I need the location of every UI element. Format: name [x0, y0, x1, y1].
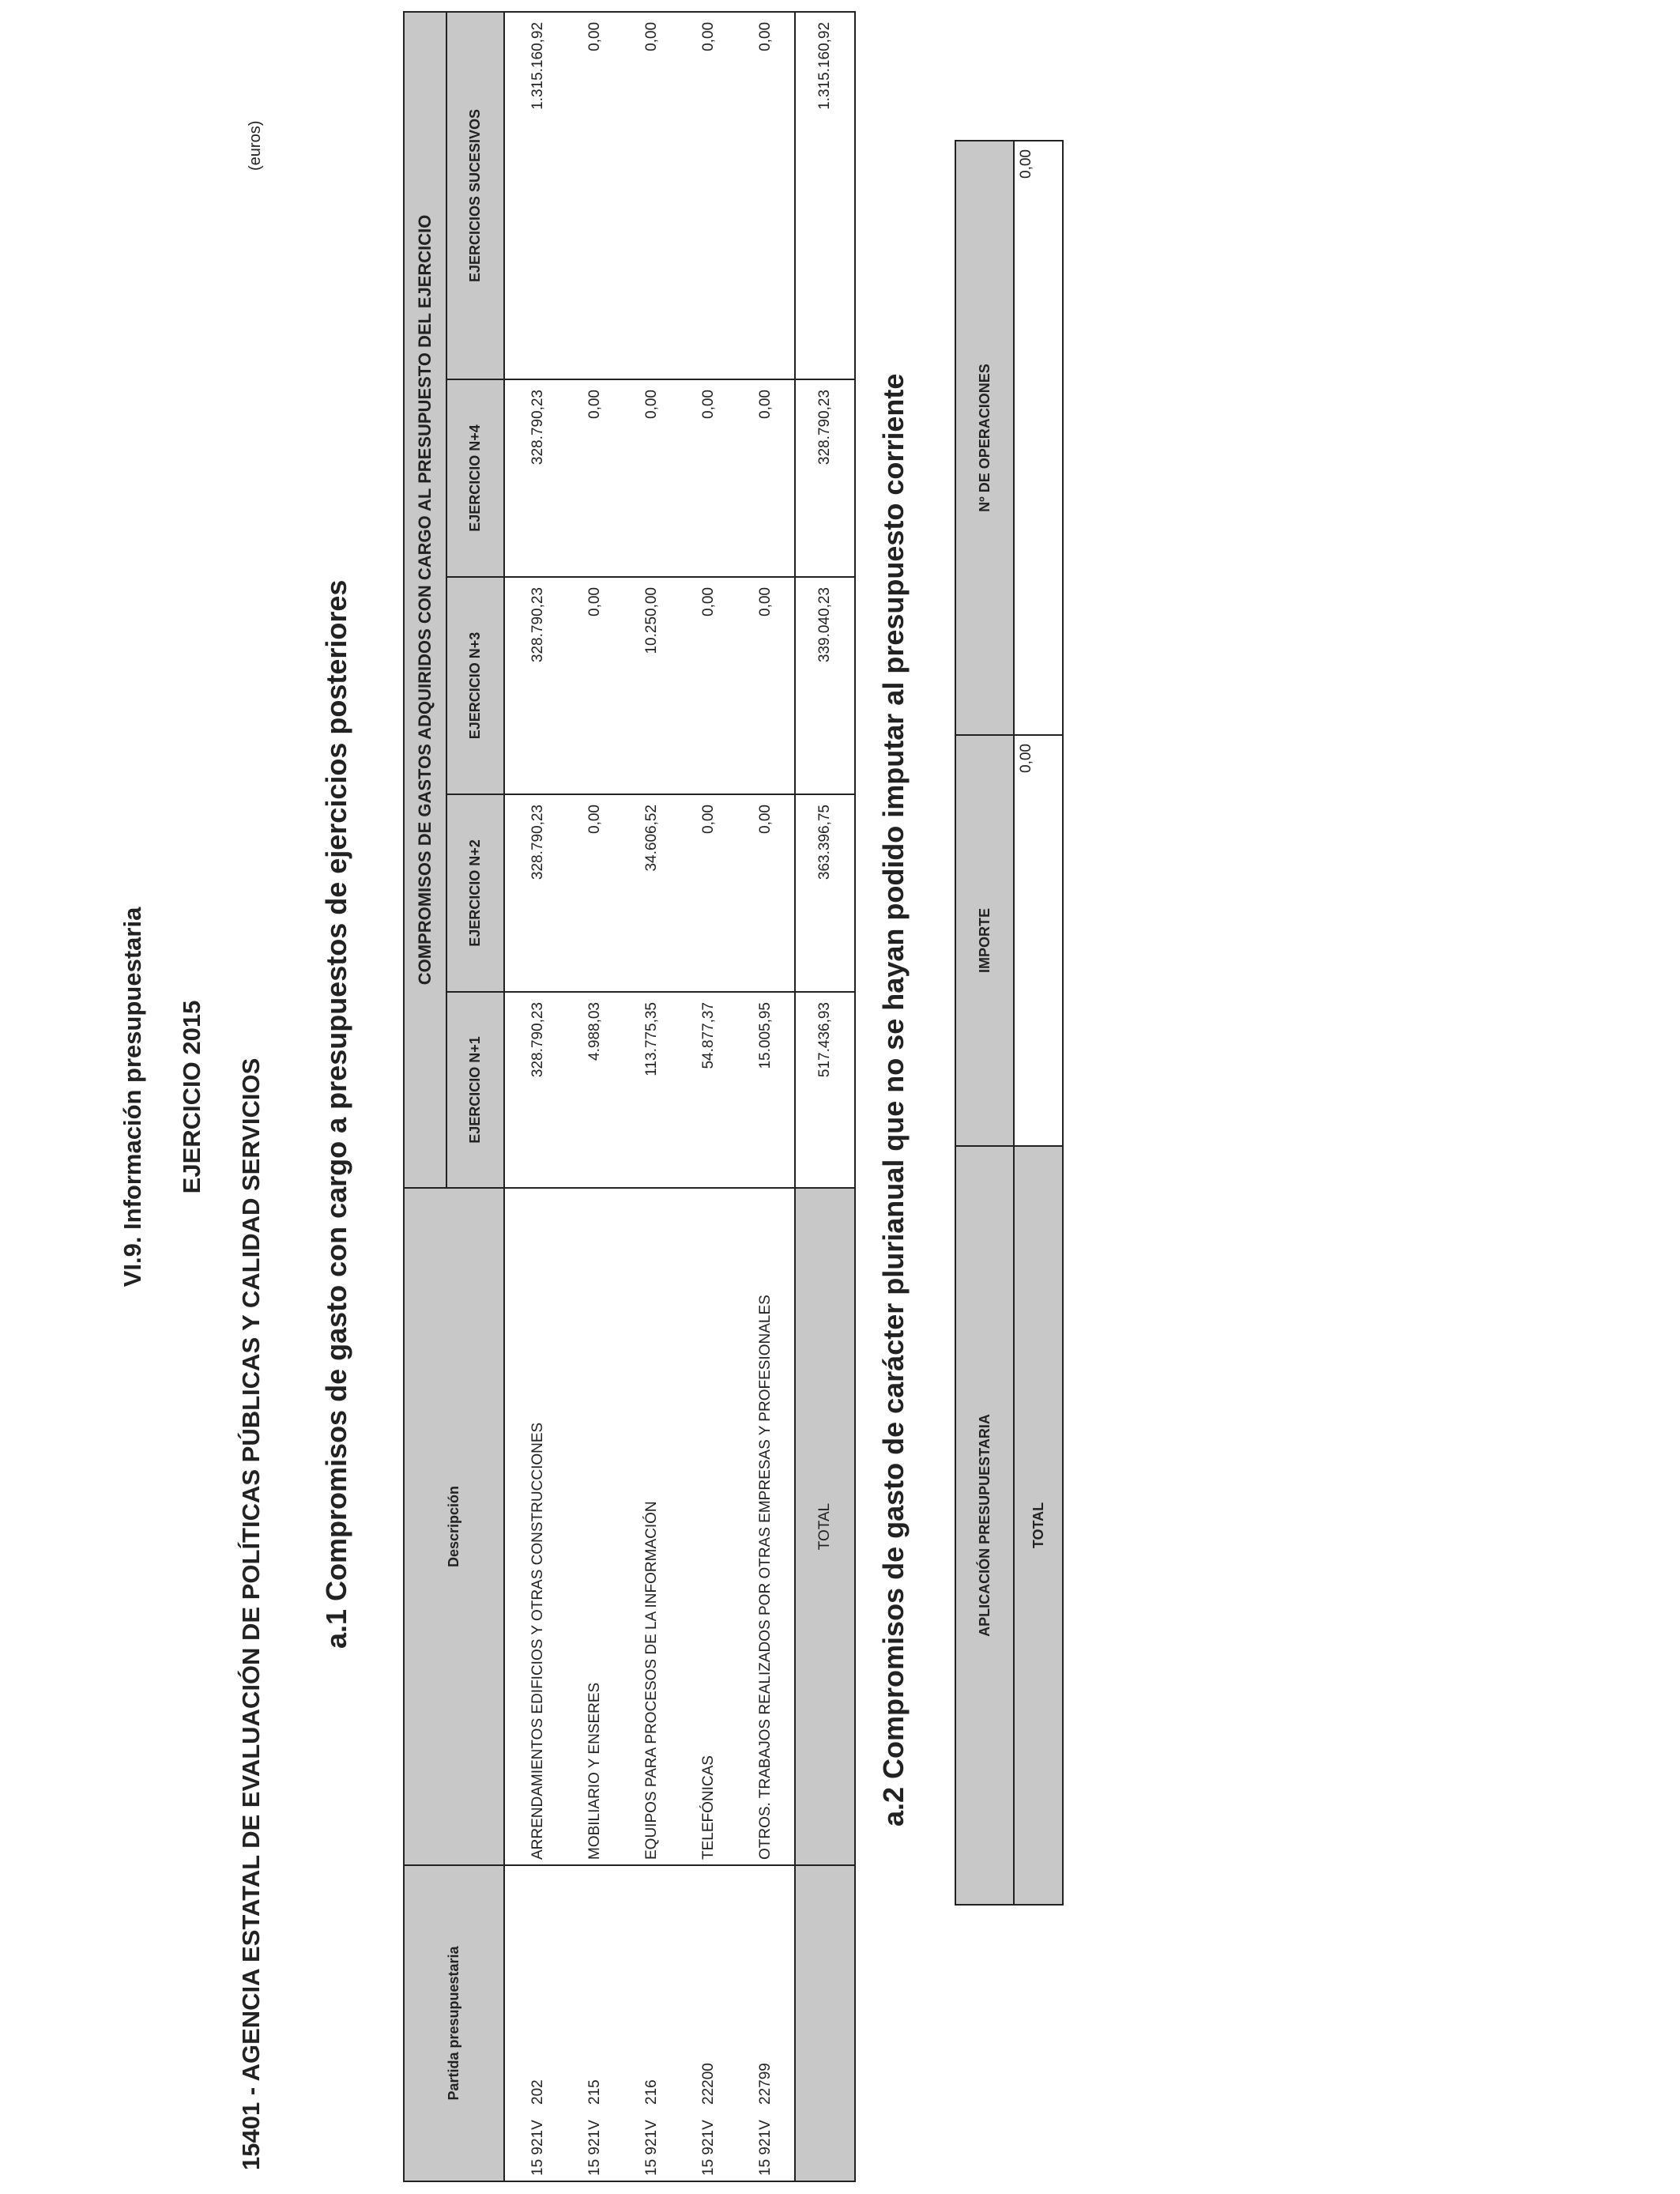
- table-row: [623, 12, 680, 2181]
- col-header-importe: IMPORTE: [955, 735, 1014, 1146]
- total-n3-cell: 339.040,23: [795, 577, 855, 794]
- total-importe-cell: 0,00: [1014, 735, 1063, 1146]
- col-header-n3: EJERCICIO N+3: [446, 577, 504, 794]
- n3-cell: 0,00: [567, 577, 623, 794]
- col-header-n1: EJERCICIO N+1: [446, 992, 504, 1188]
- partida-cell: 15 921V22200: [680, 1865, 737, 2181]
- commitments-table: [403, 11, 856, 2182]
- total-label: TOTAL: [1014, 1146, 1063, 1905]
- partida-cell: 15 921V202: [504, 1865, 567, 2181]
- total-n2-cell: 363.396,75: [795, 794, 855, 992]
- n3-cell: 10.250,00: [623, 577, 680, 794]
- units-label: (euros): [247, 120, 264, 171]
- col-header-n4: EJERCICIO N+4: [446, 379, 504, 577]
- total-sucesivos-cell: 1.315.160,92: [795, 12, 855, 379]
- descripcion-cell: TELEFÓNICAS: [680, 1188, 737, 1865]
- sucesivos-cell: 0,00: [680, 12, 737, 379]
- total-n1-cell: 517.436,93: [795, 992, 855, 1188]
- n2-cell: 328.790,23: [504, 794, 567, 992]
- plurianual-table: [955, 140, 1064, 1906]
- table-row: [680, 12, 737, 2181]
- total-spacer-cell: [795, 1865, 855, 2181]
- partida-cell: 15 921V22799: [737, 1865, 795, 2181]
- n3-cell: 0,00: [680, 577, 737, 794]
- n4-cell: 0,00: [623, 379, 680, 577]
- table-row: [567, 12, 623, 2181]
- total-n4-cell: 328.790,23: [795, 379, 855, 577]
- n2-cell: 0,00: [737, 794, 795, 992]
- n4-cell: 0,00: [680, 379, 737, 577]
- total-row: [795, 12, 855, 2181]
- descripcion-cell: MOBILIARIO Y ENSERES: [567, 1188, 623, 1865]
- table-row: [737, 12, 795, 2181]
- n1-cell: 15.005,95: [737, 992, 795, 1188]
- descripcion-cell: ARRENDAMIENTOS EDIFICIOS Y OTRAS CONSTRUCCIONES: [504, 1188, 567, 1865]
- partida-cell: 15 921V216: [623, 1865, 680, 2181]
- sucesivos-cell: 1.315.160,92: [504, 12, 567, 379]
- table-row: [504, 12, 567, 2181]
- partida-cell: 15 921V215: [567, 1865, 623, 2181]
- n1-cell: 328.790,23: [504, 992, 567, 1188]
- organization-name: 15401 - AGENCIA ESTATAL DE EVALUACIÓN DE POLÍTICAS PÚBLICAS Y CALIDAD SERVICIOS: [237, 1057, 265, 2170]
- total-row: [1014, 141, 1063, 1905]
- sucesivos-cell: 0,00: [623, 12, 680, 379]
- page-title: VI.9. Información presupuestaria: [119, 907, 146, 1287]
- col-header-sucesivos: EJERCICIOS SUCESIVOS: [446, 12, 504, 379]
- col-header-aplicacion: APLICACIÓN PRESUPUESTARIA: [955, 1146, 1014, 1905]
- total-operaciones-cell: 0,00: [1014, 141, 1063, 735]
- col-header-n2: EJERCICIO N+2: [446, 794, 504, 992]
- col-header-operaciones: Nº DE OPERACIONES: [955, 141, 1014, 735]
- section-a2-title: a.2 Compromisos de gasto de carácter plurianual que no se hayan podido imputar al presupuesto corriente: [877, 373, 910, 1826]
- n1-cell: 4.988,03: [567, 992, 623, 1188]
- n2-cell: 0,00: [680, 794, 737, 992]
- descripcion-cell: EQUIPOS PARA PROCESOS DE LA INFORMACIÓN: [623, 1188, 680, 1865]
- n2-cell: 0,00: [567, 794, 623, 992]
- col-header-partida: Partida presupuestaria: [404, 1865, 504, 2181]
- sucesivos-cell: 0,00: [737, 12, 795, 379]
- sucesivos-cell: 0,00: [567, 12, 623, 379]
- n1-cell: 54.877,37: [680, 992, 737, 1188]
- n4-cell: 328.790,23: [504, 379, 567, 577]
- section-a1-title: a.1 Compromisos de gasto con cargo a presupuestos de ejercicios posteriores: [320, 579, 352, 1649]
- n1-cell: 113.775,35: [623, 992, 680, 1188]
- col-header-descripcion: Descripción: [404, 1188, 504, 1865]
- descripcion-cell: OTROS. TRABAJOS REALIZADOS POR OTRAS EMPRESAS Y PROFESIONALES: [737, 1188, 795, 1865]
- n4-cell: 0,00: [567, 379, 623, 577]
- n2-cell: 34.606,52: [623, 794, 680, 992]
- n3-cell: 328.790,23: [504, 577, 567, 794]
- n4-cell: 0,00: [737, 379, 795, 577]
- n3-cell: 0,00: [737, 577, 795, 794]
- group-header: COMPROMISOS DE GASTOS ADQUIRIDOS CON CARGO AL PRESUPUESTO DEL EJERCICIO: [404, 12, 446, 1188]
- exercise-year: EJERCICIO 2015: [178, 1000, 205, 1194]
- total-label: TOTAL: [795, 1188, 855, 1865]
